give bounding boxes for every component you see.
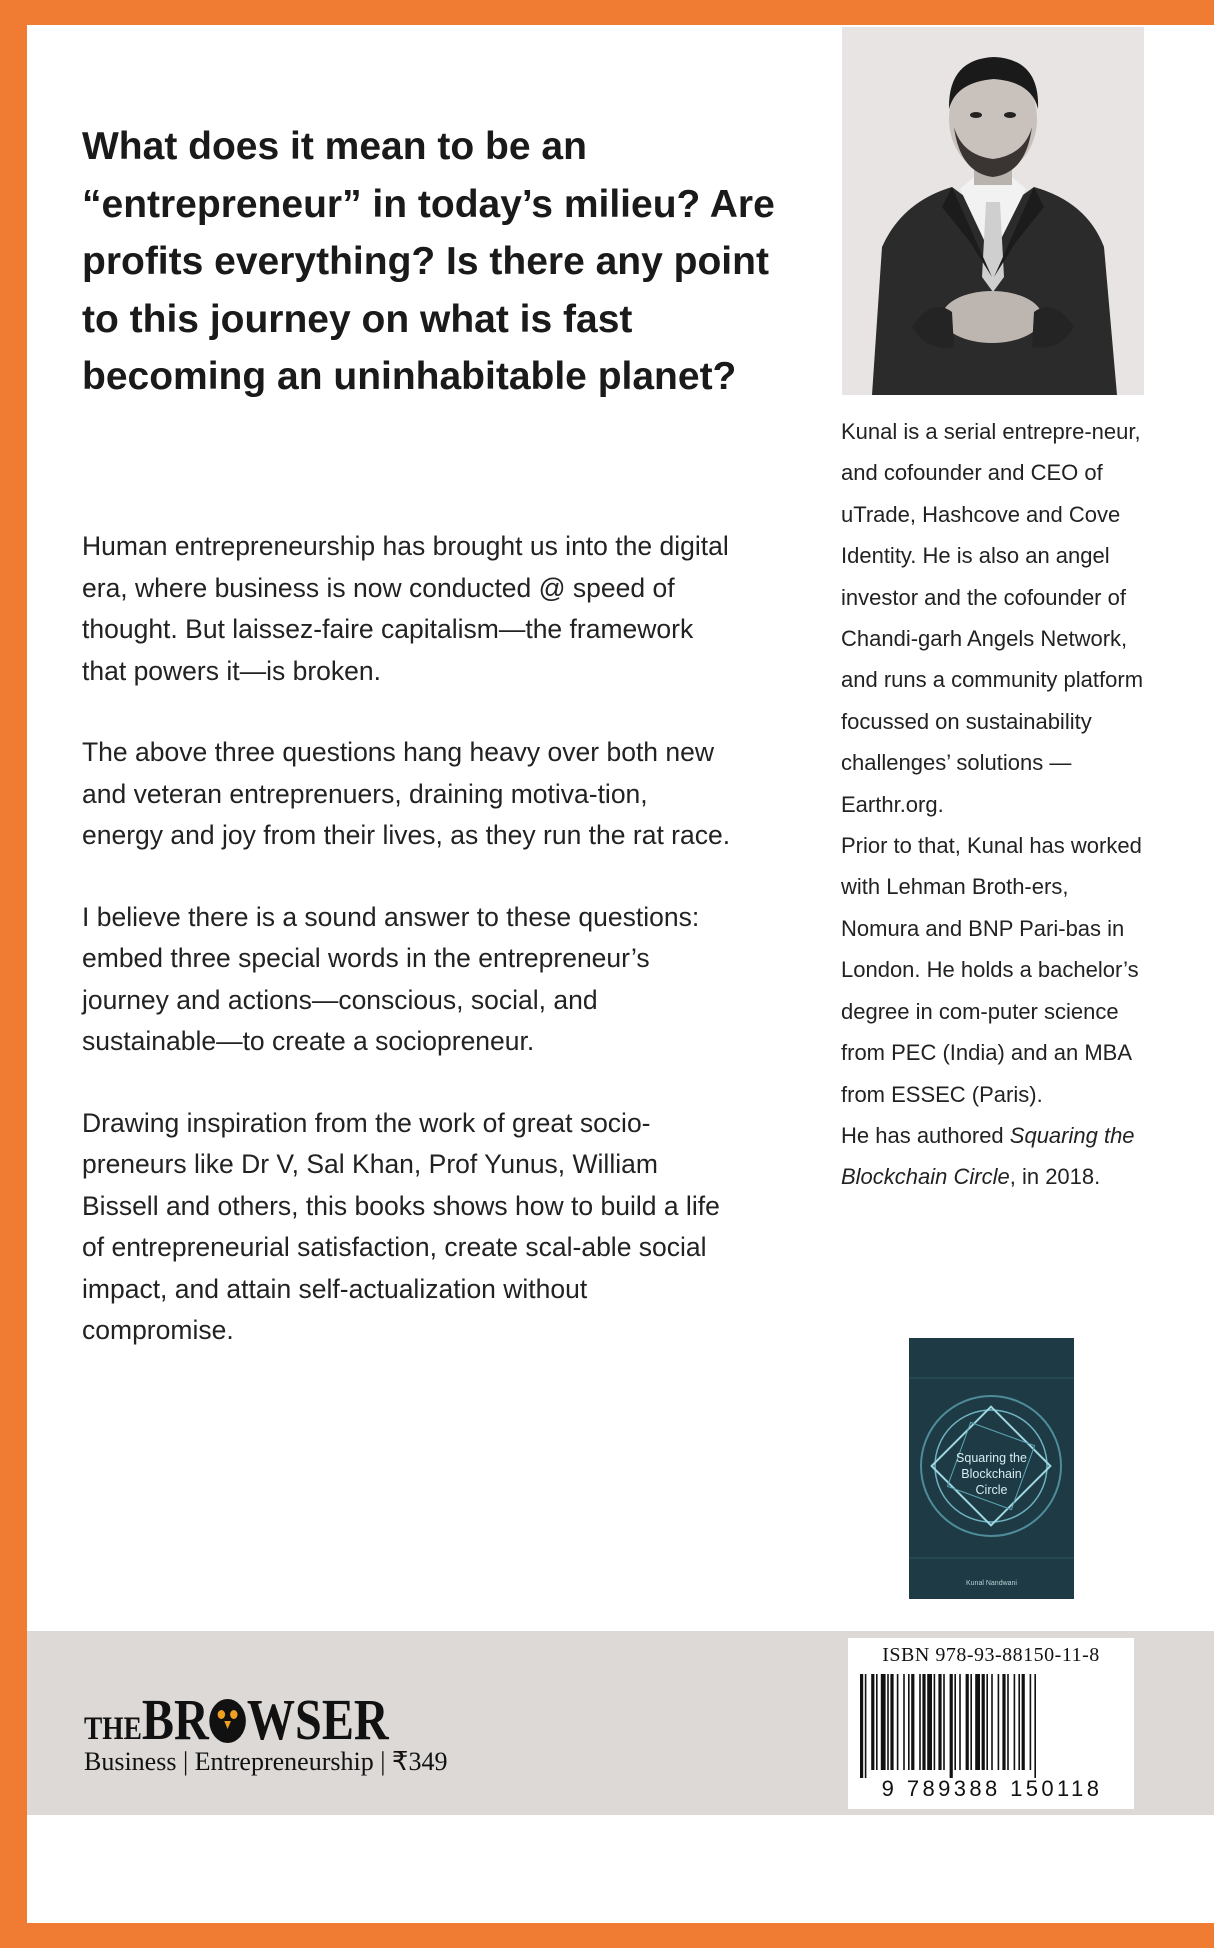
isbn-label: ISBN 978-93-88150-11-8 (882, 1644, 1100, 1666)
author-photo (842, 27, 1144, 395)
barcode-bar (1034, 1674, 1036, 1778)
bio-paragraph-2: Prior to that, Kunal has worked with Lehman Broth-ers, Nomura and BNP Pari-bas in London. He holds a bachelor’s degree in com-puter science from PEC (India) and an MBA from ESSEC (Paris). (841, 833, 1142, 1107)
previous-book-author: Kunal Nandwani (966, 1580, 1017, 1587)
barcode-bar (890, 1674, 893, 1770)
barcode-bar (871, 1674, 874, 1770)
previous-book-title: Squaring the Blockchain Circle (956, 1451, 1027, 1497)
barcode-bar (991, 1674, 993, 1770)
barcode-bar (903, 1674, 905, 1770)
previous-book-cover (909, 1338, 1074, 1599)
headline: What does it mean to be an “entrepreneur” in today’s milieu? Are profits everything? Is there any point to this journey on what is fast becoming an uninhabitable planet? (82, 125, 775, 398)
barcode-bar (998, 1674, 1000, 1770)
barcode-bar (943, 1674, 945, 1770)
barcode-bar (865, 1674, 867, 1778)
barcode-bar (887, 1674, 889, 1770)
barcode-bar (1030, 1674, 1032, 1770)
barcode-bar (986, 1674, 988, 1770)
barcode-bar (975, 1674, 980, 1770)
barcode-bar (954, 1674, 956, 1770)
blurb (82, 526, 732, 1392)
author-bio (841, 411, 1146, 1198)
barcode-bar (938, 1674, 941, 1770)
barcode-bar (934, 1674, 936, 1770)
bio-book-title: Squaring the Blockchain Circle (841, 1122, 1135, 1190)
barcode-bar (950, 1674, 953, 1778)
logo-the: THE (84, 1711, 142, 1747)
barcode-bar (1002, 1674, 1005, 1770)
barcode (848, 1638, 1134, 1809)
barcode-bar (970, 1674, 972, 1770)
barcode-bar (897, 1674, 899, 1770)
bio-paragraph-1: Kunal is a serial entrepre-neur, and cofounder and CEO of uTrade, Hashcove and Cove Identity. He is also an angel investor and the cofounder of Chandi-garh Angels Network, and runs a community platform focussed on sustainability challenges’ solutions — Earthr.org. (841, 419, 1144, 817)
blurb-paragraph-1: Human entrepreneurship has brought us into the digital era, where business is now conducted @ speed of thought. But laissez-faire capitalism—the framework that powers it—is broken. (82, 531, 729, 686)
logo-wser: WSER (246, 1687, 389, 1752)
barcode-bar (876, 1674, 878, 1770)
barcode-bar (966, 1674, 969, 1770)
barcode-bar (1018, 1674, 1020, 1770)
barcode-bar (881, 1674, 886, 1770)
blurb-paragraph-3: I believe there is a sound answer to these questions: embed three special words in the entrepreneur’s journey and actions—conscious, social, and sustainable—to create a sociopreneur. (82, 901, 700, 1056)
bio-paragraph-3-suffix: , in 2018. (1009, 1164, 1101, 1190)
blurb-paragraph-4: Drawing inspiration from the work of great socio-preneurs like Dr V, Sal Khan, Prof Yunus, William Bissell and others, this books shows how to build a life of entrepreneurial satisfaction, create scal-able social impact, and attain self-actualization without compromise. (82, 1107, 720, 1345)
bio-paragraph-3-prefix: He has authored (841, 1122, 1010, 1148)
barcode-bar (922, 1674, 925, 1770)
barcode-bar (860, 1674, 863, 1778)
publisher-tagline: Business | Entrepreneurship | ₹349 (84, 1747, 448, 1776)
barcode-bar (908, 1674, 910, 1770)
barcode-digits: 9 789388 150118 (881, 1776, 1103, 1801)
blurb-paragraph-2: The above three questions hang heavy over both new and veteran entreprenuers, draining motiva-tion, energy and joy from their lives, as they run the rat race. (82, 737, 731, 850)
barcode-bar (927, 1674, 932, 1770)
barcode-bar (982, 1674, 985, 1770)
barcode-bar (919, 1674, 921, 1770)
barcode-bar (1014, 1674, 1016, 1770)
barcode-bar (1022, 1674, 1025, 1770)
barcode-bar (911, 1674, 914, 1770)
barcode-bar (1007, 1674, 1009, 1770)
logo-br: BR (141, 1687, 209, 1752)
author-portrait-image (842, 27, 1144, 395)
barcode-bars (860, 1674, 1122, 1778)
owl-icon (210, 1699, 247, 1743)
barcode-bar (959, 1674, 961, 1770)
